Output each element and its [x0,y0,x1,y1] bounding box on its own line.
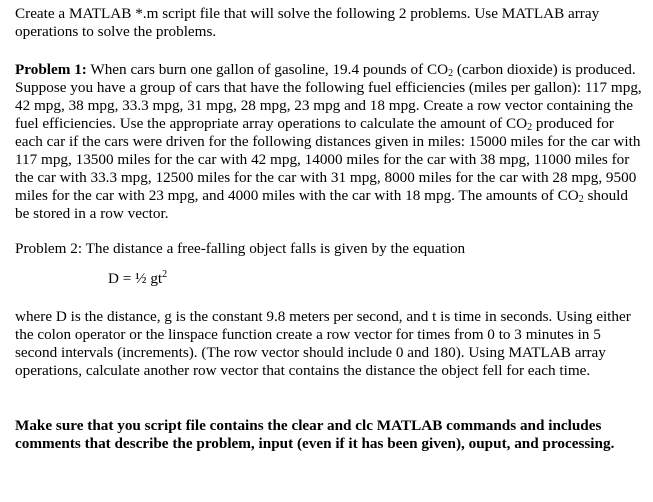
problem-1-text-4: should be stored in a row vector. [15,187,628,222]
co2-subscript-1: 2 [448,68,454,79]
document-page [15,5,645,453]
problem-1-text-1: When cars burn one gallon of gasoline, 19.4 pounds of CO [86,61,449,78]
equation-exponent: 2 [162,269,168,280]
equation-main: D = ½ gt [108,270,163,287]
problem-2-lead: Problem 2: The distance a free-falling object falls is given by the equation [15,240,466,257]
closing-instructions: Make sure that you script file contains the clear and clc MATLAB commands and includes comments that describe the problem, input (even if it has been given), ouput, and processing. [15,417,615,452]
problem-2-body: where D is the distance, g is the constant 9.8 meters per second, and t is time in seconds. Using either the colon operator or the linspace function create a row vector for times from 0 to 3 minutes in 5 second intervals (increments). (The row vector should include 0 and 180). Using MATLAB array operations, calculate another row vector that contains the distance the object fell for each time. [15,308,631,379]
co2-subscript-3: 2 [578,194,584,205]
fall-distance-equation [108,270,645,288]
problem-1-label: Problem 1: [15,61,87,78]
problem-1-text-2: (carbon dioxide) is produced. Suppose you have a group of cars that have the following fuel efficiencies (miles per gallon): 117 mpg, 42 mpg, 38 mpg, 33.3 mpg, 31 mpg, 28 mpg, 23 mpg and 18 mpg. Create a row vector containing the fuel efficiencies. Use the appropriate array operations to calculate the amount of CO [15,61,642,132]
problem-1-text-3: produced for each car if the cars were driven for the following distances given in miles: 15000 miles for the car with 117 mpg, 13500 miles for the car with 42 mpg, 14000 miles for the car with 38 mpg, 11000 miles for the car with 33.3 mpg, 12500 miles for the car with 31 mpg, 8000 miles for the car with 28 mpg, 9500 miles for the car with 23 mpg, and 4000 miles with the car with 18 mpg. The amounts of CO [15,115,641,204]
intro-paragraph: Create a MATLAB *.m script file that will solve the following 2 problems. Use MATLAB array operations to solve the problems. [15,5,600,40]
co2-subscript-2: 2 [527,122,533,133]
problem-1-paragraph [15,61,645,223]
